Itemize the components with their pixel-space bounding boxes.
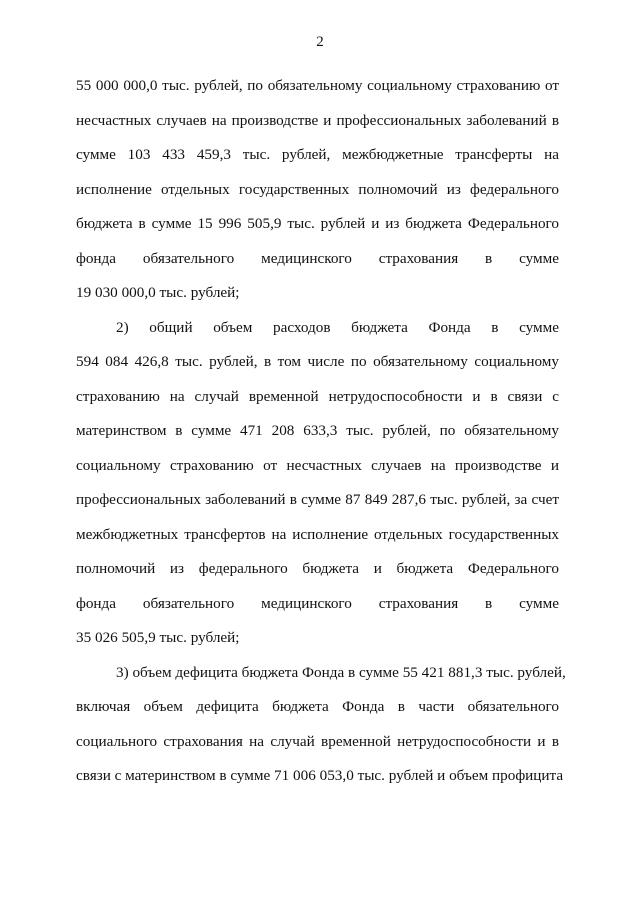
text-line: 55 000 000,0 тыс. рублей, по обязательному социальному страхованию от xyxy=(76,77,559,94)
text-line: полномочий из федерального бюджета и бюджета Федерального xyxy=(76,560,559,577)
text-line: 3) объем дефицита бюджета Фонда в сумме 55 421 881,3 тыс. рублей, xyxy=(116,663,566,681)
document-body-text xyxy=(76,69,566,794)
text-line: фонда обязательного медицинского страхования в сумме xyxy=(76,249,559,267)
text-line: социальному страхованию от несчастных случаев на производстве и xyxy=(76,456,559,474)
text-line: включая объем дефицита бюджета Фонда в части обязательного xyxy=(76,698,559,715)
text-line: 2) общий объем расходов бюджета Фонда в сумме xyxy=(116,318,559,336)
text-line: исполнение отдельных государственных полномочий из федерального xyxy=(76,180,559,198)
text-line: фонда обязательного медицинского страхования в сумме xyxy=(76,594,559,612)
text-line: межбюджетных трансфертов на исполнение отдельных государственных xyxy=(76,525,559,543)
text-line: материнством в сумме 471 208 633,3 тыс. рублей, по обязательному xyxy=(76,422,559,439)
text-line: страхованию на случай временной нетрудоспособности и в связи с xyxy=(76,387,559,405)
text-line: 594 084 426,8 тыс. рублей, в том числе по обязательному социальному xyxy=(76,353,559,370)
text-line: 35 026 505,9 тыс. рублей; xyxy=(76,629,240,646)
text-line: 19 030 000,0 тыс. рублей; xyxy=(76,284,240,301)
page-number: 2 xyxy=(316,34,324,50)
text-line: профессиональных заболеваний в сумме 87 849 287,6 тыс. рублей, за счет xyxy=(76,491,559,508)
text-line: сумме 103 433 459,3 тыс. рублей, межбюджетные трансферты на xyxy=(76,146,559,163)
text-line: бюджета в сумме 15 996 505,9 тыс. рублей и из бюджета Федерального xyxy=(76,215,559,232)
text-line: связи с материнством в сумме 71 006 053,0 тыс. рублей и объем профицита xyxy=(76,767,564,784)
text-line: социального страхования на случай временной нетрудоспособности и в xyxy=(76,732,559,750)
text-line: несчастных случаев на производстве и профессиональных заболеваний в xyxy=(76,111,559,129)
